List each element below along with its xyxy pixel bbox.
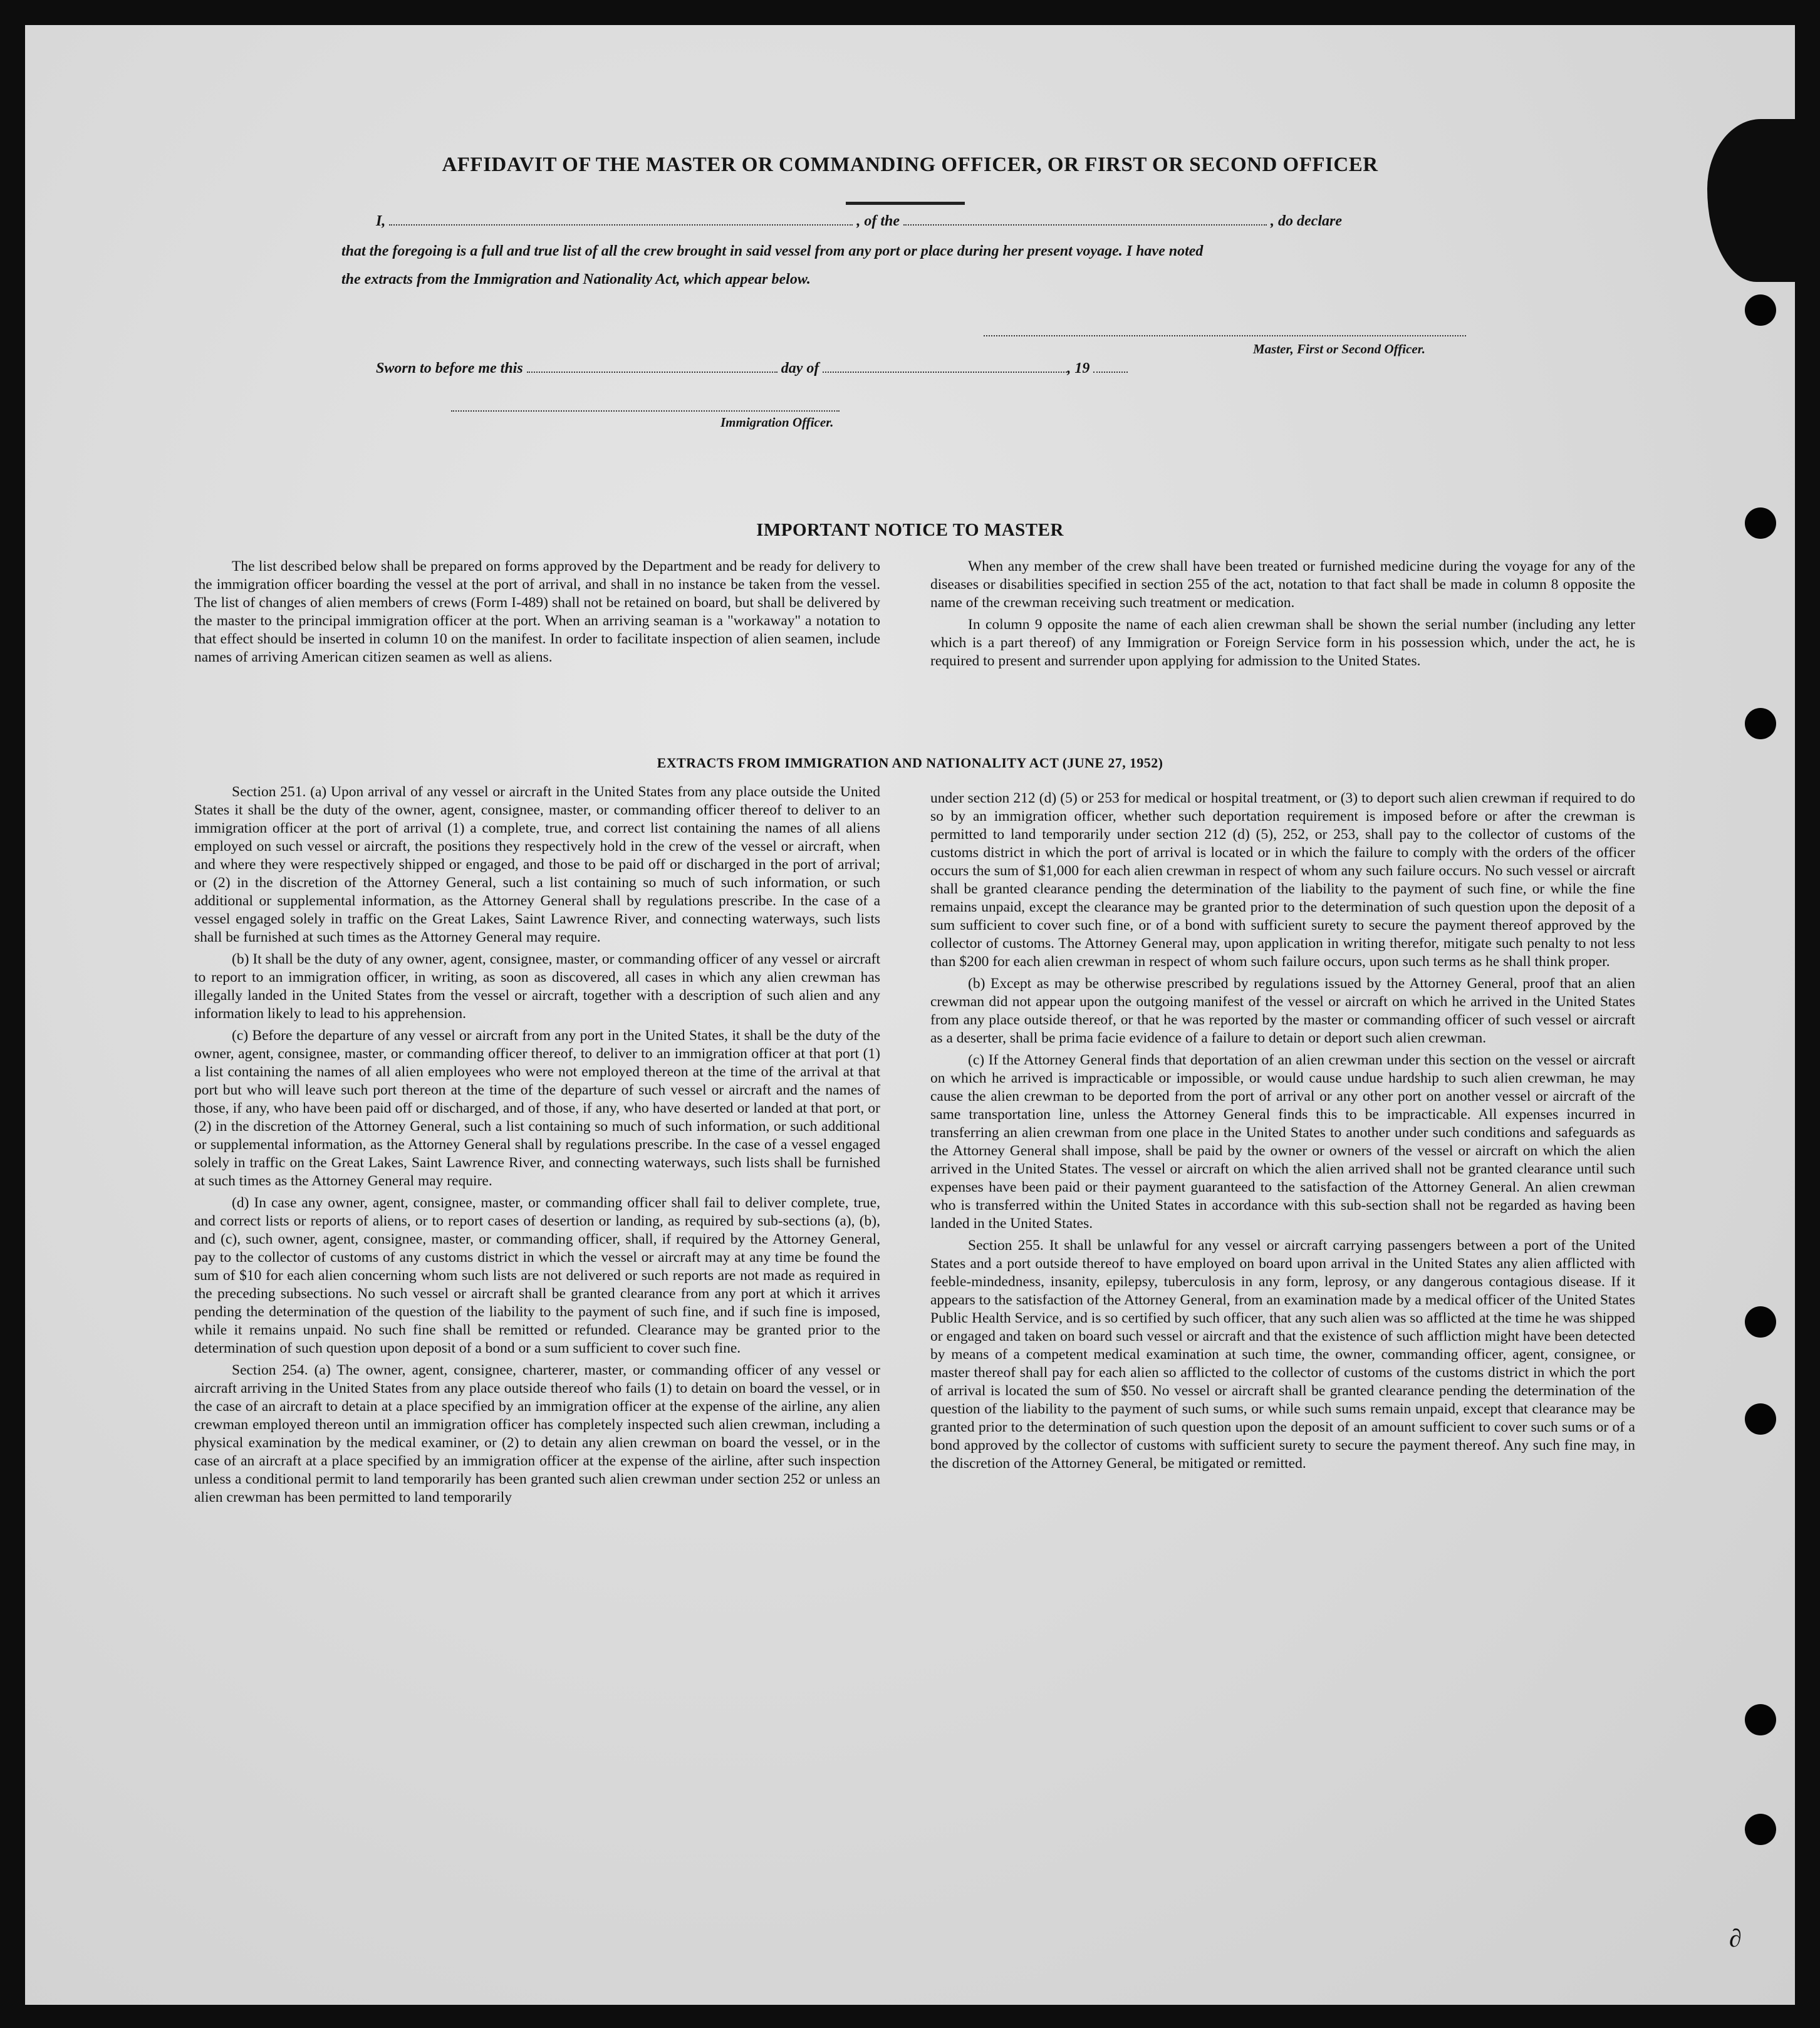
sworn-day-field[interactable] — [527, 360, 777, 373]
sworn-line — [376, 360, 1128, 377]
punch-hole — [1745, 1403, 1776, 1435]
section-254b: (b) Except as may be otherwise prescribed by regulations issued by the Attorney General, proof that an alien crewman did not appear upon the outgoing manifest of the vessel or aircraft on which he arrived in the United States from any place outside thereof, or that he was reported by the master or commanding officer of such vessel or aircraft as a deserter, shall be prima facie evidence of a failure to detain or deport such alien crewman. — [930, 975, 1635, 1046]
master-signature-line[interactable] — [984, 335, 1466, 336]
document-page — [25, 25, 1795, 2005]
handwritten-margin-mark: ∂ — [1729, 1924, 1742, 1952]
torn-corner — [1707, 119, 1795, 282]
notice-title: IMPORTANT NOTICE TO MASTER — [756, 520, 1064, 540]
section-254a-continued: under section 212 (d) (5) or 253 for medical or hospital treatment, or (3) to deport such alien crewman if required to do so by an immigration officer, whether such deportation requirement is imposed before or after the crewman is permitted to land temporarily under section 212 (d) (5), 252, or 253, shall pay to the collector of customs of the customs district in which the port of arrival is located or in which the failure to comply with the orders of the officer occurs the sum of $1,000 for each alien crewman in respect of whom any such failure occurs. No such vessel or aircraft shall be granted clearance pending the determination of the liability to the payment of such fine, or while the fine remains unpaid, except the clearance may be granted prior to the determination of such question upon the deposit of a sum sufficient to cover such fine, or of a bond with sufficient surety to secure the payment thereof approved by the collector of customs. The Attorney General may, upon application in writing therefor, mitigate such penalty to not less than $200 for each alien crewman in respect of whom such failure occurs, upon such terms as he shall think proper. — [930, 790, 1635, 970]
master-signature-caption: Master, First or Second Officer. — [1253, 341, 1425, 356]
declarant-name-field[interactable] — [389, 213, 853, 226]
punch-hole — [1745, 708, 1776, 739]
extracts-title: EXTRACTS FROM IMMIGRATION AND NATIONALITY ACT (JUNE 27, 1952) — [657, 755, 1163, 771]
section-251b: (b) It shall be the duty of any owner, agent, consignee, master, or commanding officer of any vessel or aircraft to report to an immigration officer, in writing, as soon as discovered, all cases in which any alien crewman has illegally landed in the United States from the vessel or aircraft, together with a description of such alien and any information likely to lead to his apprehension. — [194, 951, 880, 1022]
punch-hole — [1745, 1306, 1776, 1338]
of-the-label: , of the — [856, 213, 900, 229]
section-251c: (c) Before the departure of any vessel or aircraft from any port in the United States, it shall be the duty of the owner, agent, consignee, master, or commanding officer thereof, to deliver to an immigration officer at that port (1) a list containing the names of all alien employees who were not employed thereon at the time of the arrival at that port but who will leave such port thereon at the time of the departure of such vessel or aircraft and the names of those, if any, who have been paid off or discharged, and of those, if any, who have deserted or landed at that port, or (2) in the discretion of the Attorney General, such a list containing so much of such information, or such additional or supplemental information, as the Attorney General shall by regulations prescribe. In the case of a vessel engaged solely in traffic on the Great Lakes, Saint Lawrence River, and connecting waterways, such lists shall be furnished at such times as the Attorney General may require. — [194, 1027, 880, 1189]
notice-left-column — [194, 558, 880, 670]
notice-right-column — [930, 558, 1635, 674]
immigration-officer-caption: Immigration Officer. — [720, 415, 834, 430]
affidavit-declaration-line — [376, 213, 1342, 230]
punch-hole — [1745, 294, 1776, 326]
do-declare-label: , do declare — [1271, 213, 1342, 229]
notice-paragraph: When any member of the crew shall have been treated or furnished medicine during the voyage for any of the diseases or disabilities specified in section 255 of the act, notation to that fact shall be made in column 8 opposite the name of the crewman receiving such treatment or medication. — [930, 558, 1635, 611]
vessel-name-field[interactable] — [903, 213, 1267, 226]
affidavit-line-2: that the foregoing is a full and true list of all the crew brought in said vessel from any port or place during her present voyage. I have noted — [341, 243, 1204, 259]
sworn-year-field[interactable] — [1093, 360, 1128, 373]
declarant-label: I, — [376, 213, 386, 229]
section-251d: (d) In case any owner, agent, consignee, master, or commanding officer shall fail to deliver complete, true, and correct lists or reports of aliens, or to report cases of desertion or landing, as required by sub-sections (a), (b), and (c), such owner, agent, consignee, master, or commanding officer, shall, if required by the Attorney General, pay to the collector of customs of any customs district in which the vessel or aircraft may at any time be found the sum of $10 for each alien concerning whom such lists are not delivered or such reports are not made as required in the preceding subsections. No such vessel or aircraft shall be granted clearance from any port at which it arrives pending the determination of the question of the liability to the payment of such fine, and if such fine is imposed, while it remains unpaid. No such fine shall be remitted or refunded. Clearance may be granted prior to the determination of such question upon deposit of a bond or a sum sufficient to cover such fine. — [194, 1195, 880, 1356]
section-254c: (c) If the Attorney General finds that deportation of an alien crewman under this section on the vessel or aircraft on which he arrived is impracticable or impossible, or would cause undue hardship to such alien crewman, he may cause the alien crewman to be deported from the port of arrival or any other port on another vessel or aircraft of the same transportation line, unless the Attorney General finds this to be impracticable. All expenses incurred in transferring an alien crewman from one place in the United States to another under such conditions and safeguards as the Attorney General shall impose, shall be paid by the owner or owners of the vessel or aircraft on which the alien arrived in the United States. The vessel or aircraft on which the alien arrived shall not be granted clearance until such expenses have been paid or their payment guaranteed to the satisfaction of the Attorney General. An alien crewman who is transferred within the United States in accordance with this sub-section shall not be regarded as having been landed in the United States. — [930, 1052, 1635, 1232]
sworn-month-field[interactable] — [823, 360, 1067, 373]
section-254a: Section 254. (a) The owner, agent, consignee, charterer, master, or commanding officer of any vessel or aircraft arriving in the United States from any place outside thereof who fails (1) to detain on board the vessel, or in the case of an aircraft to detain at a place specified by an immigration officer at the expense of the airline, any alien crewman employed thereon until an immigration officer has completely inspected such alien crewman, including a physical examination by the medical examiner, or (2) to detain any alien crewman on board the vessel, or in the case of an aircraft at a place specified by an immigration officer at the expense of the airline, after such inspection unless a conditional permit to land temporarily has been granted such alien crewman under section 252 or unless an alien crewman has been permitted to land temporarily — [194, 1362, 880, 1505]
punch-hole — [1745, 1704, 1776, 1735]
sworn-label: Sworn to before me this — [376, 360, 523, 377]
notice-paragraph: In column 9 opposite the name of each alien crewman shall be shown the serial number (including any letter which is a part thereof) of any Immigration or Foreign Service form in his possession which, under the act, he is required to present and surrender upon applying for admission to the United States. — [930, 616, 1635, 669]
extracts-left-column — [194, 783, 880, 1511]
section-255: Section 255. It shall be unlawful for any vessel or aircraft carrying passengers between a port of the United States and a port outside thereof to have employed on board upon arrival in the United States any alien afflicted with feeble-mindedness, insanity, epilepsy, tuberculosis in any form, leprosy, or any dangerous contagious disease. If it appears to the satisfaction of the Attorney General, from an examination made by a medical officer of the United States Public Health Service, and is so certified by such officer, that any such alien was so afflicted at the time he was shipped or engaged and taken on board such vessel or aircraft and that the existence of such affliction might have been detected by means of a competent medical examination at such time, the owner, commanding officer, agent, consignee, or master thereof shall pay for each alien so afflicted to the collector of customs of the customs district in which the port of arrival is located the sum of $50. No vessel or aircraft shall be granted clearance pending the determination of the question of the liability to the payment of such sums, or while such sums remain unpaid, except that clearance may be granted prior to the determination of such question upon the deposit of an amount sufficient to cover such sums or of a bond approved by the collector of customs with sufficient surety to secure the payment thereof. Any such fine may, in the discretion of the Attorney General, be mitigated or remitted. — [930, 1237, 1635, 1472]
day-of-label: day of — [781, 360, 819, 377]
immigration-officer-signature-line[interactable] — [451, 410, 840, 412]
notice-paragraph: The list described below shall be prepared on forms approved by the Department and be ready for delivery to the immigration officer boarding the vessel at the port of arrival, and shall in no instance be taken from the vessel. The list of changes of alien members of crews (Form I-489) shall not be retained on board, but shall be delivered by the master to the principal immigration officer at the port. When an arriving seaman is a "workaway" a notation to that effect should be inserted in column 10 on the manifest. In order to facilitate inspection of alien seamen, include names of arriving American citizen seamen as well as aliens. — [194, 558, 880, 665]
punch-hole — [1745, 1814, 1776, 1845]
year-prefix-label: , 19 — [1067, 360, 1090, 377]
title-rule — [846, 202, 965, 205]
affidavit-line-3: the extracts from the Immigration and Nationality Act, which appear below. — [341, 271, 811, 288]
section-251a: Section 251. (a) Upon arrival of any vessel or aircraft in the United States from any place outside the United States it shall be the duty of the owner, agent, consignee, master, or commanding officer thereof to deliver to an immigration officer at the port of arrival (1) a complete, true, and correct list containing the names of all aliens employed on such vessel or aircraft, the positions they respectively hold in the crew of the vessel or aircraft, when and where they were respectively shipped or engaged, and those to be paid off or discharged in the port of arrival; or (2) in the discretion of the Attorney General, such a list containing so much of such information, or such additional or supplemental information, as the Attorney General shall by regulations prescribe. In the case of a vessel engaged solely in traffic on the Great Lakes, Saint Lawrence River, and connecting waterways, such lists shall be furnished at such times as the Attorney General may require. — [194, 784, 880, 945]
extracts-right-column — [930, 789, 1635, 1477]
affidavit-title: AFFIDAVIT OF THE MASTER OR COMMANDING OFFICER, OR FIRST OR SECOND OFFICER — [442, 153, 1378, 176]
